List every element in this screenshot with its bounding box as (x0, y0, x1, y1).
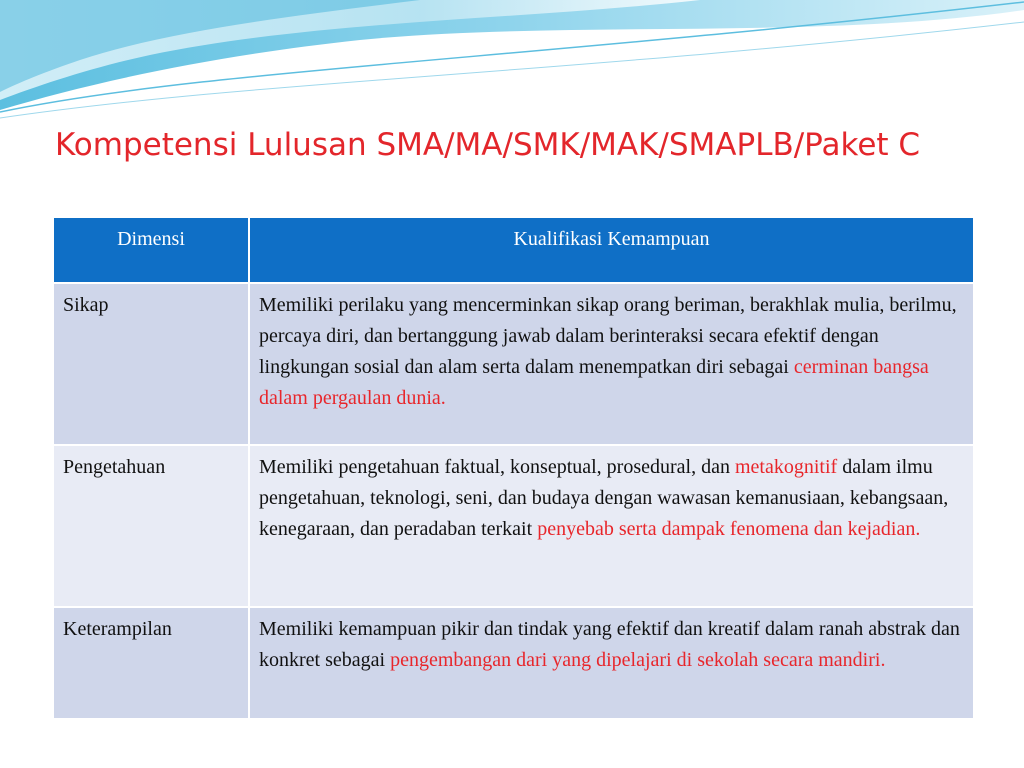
wave-decoration (0, 0, 1024, 130)
qualification-cell (249, 283, 974, 445)
qualification-highlight: metakognitif (734, 456, 838, 478)
table-header-row (53, 217, 974, 283)
dimension-cell: Keterampilan (53, 607, 249, 719)
qualification-text: Memiliki kemampuan pikir dan tindak yang efektif dan kreatif dalam ranah abstrak dan konkret sebagai (259, 618, 960, 671)
qualification-text: Memiliki pengetahuan faktual, konseptual, prosedural, dan (259, 456, 735, 478)
header-qualification: Kualifikasi Kemampuan (249, 217, 974, 283)
competency-table-wrapper (52, 216, 973, 720)
competency-table (52, 216, 975, 720)
qualification-highlight: cerminan bangsa dalam pergaulan dunia. (259, 356, 929, 409)
qualification-text: Memiliki perilaku yang mencerminkan sikap orang beriman, berakhlak mulia, berilmu, percaya diri, dan bertanggung jawab dalam berinteraksi secara efektif dengan lingkungan sosial dan alam serta dalam menempatkan diri sebagai (259, 294, 957, 378)
qualification-highlight: penyebab serta dampak fenomena dan kejadian. (537, 518, 921, 540)
header-dimension: Dimensi (53, 217, 249, 283)
qualification-cell (249, 607, 974, 719)
qualification-cell (249, 445, 974, 607)
table-row (53, 607, 974, 719)
table-row (53, 283, 974, 445)
qualification-highlight: pengembangan dari yang dipelajari di sekolah secara mandiri. (390, 649, 886, 671)
dimension-cell: Sikap (53, 283, 249, 445)
table-row (53, 445, 974, 607)
slide-title: Kompetensi Lulusan SMA/MA/SMK/MAK/SMAPLB/Paket C (55, 127, 921, 163)
qualification-text: dalam ilmu pengetahuan, teknologi, seni, dan budaya dengan wawasan kemanusiaan, kebangsaan, kenegaraan, dan peradaban terkait (259, 456, 949, 540)
dimension-cell: Pengetahuan (53, 445, 249, 607)
